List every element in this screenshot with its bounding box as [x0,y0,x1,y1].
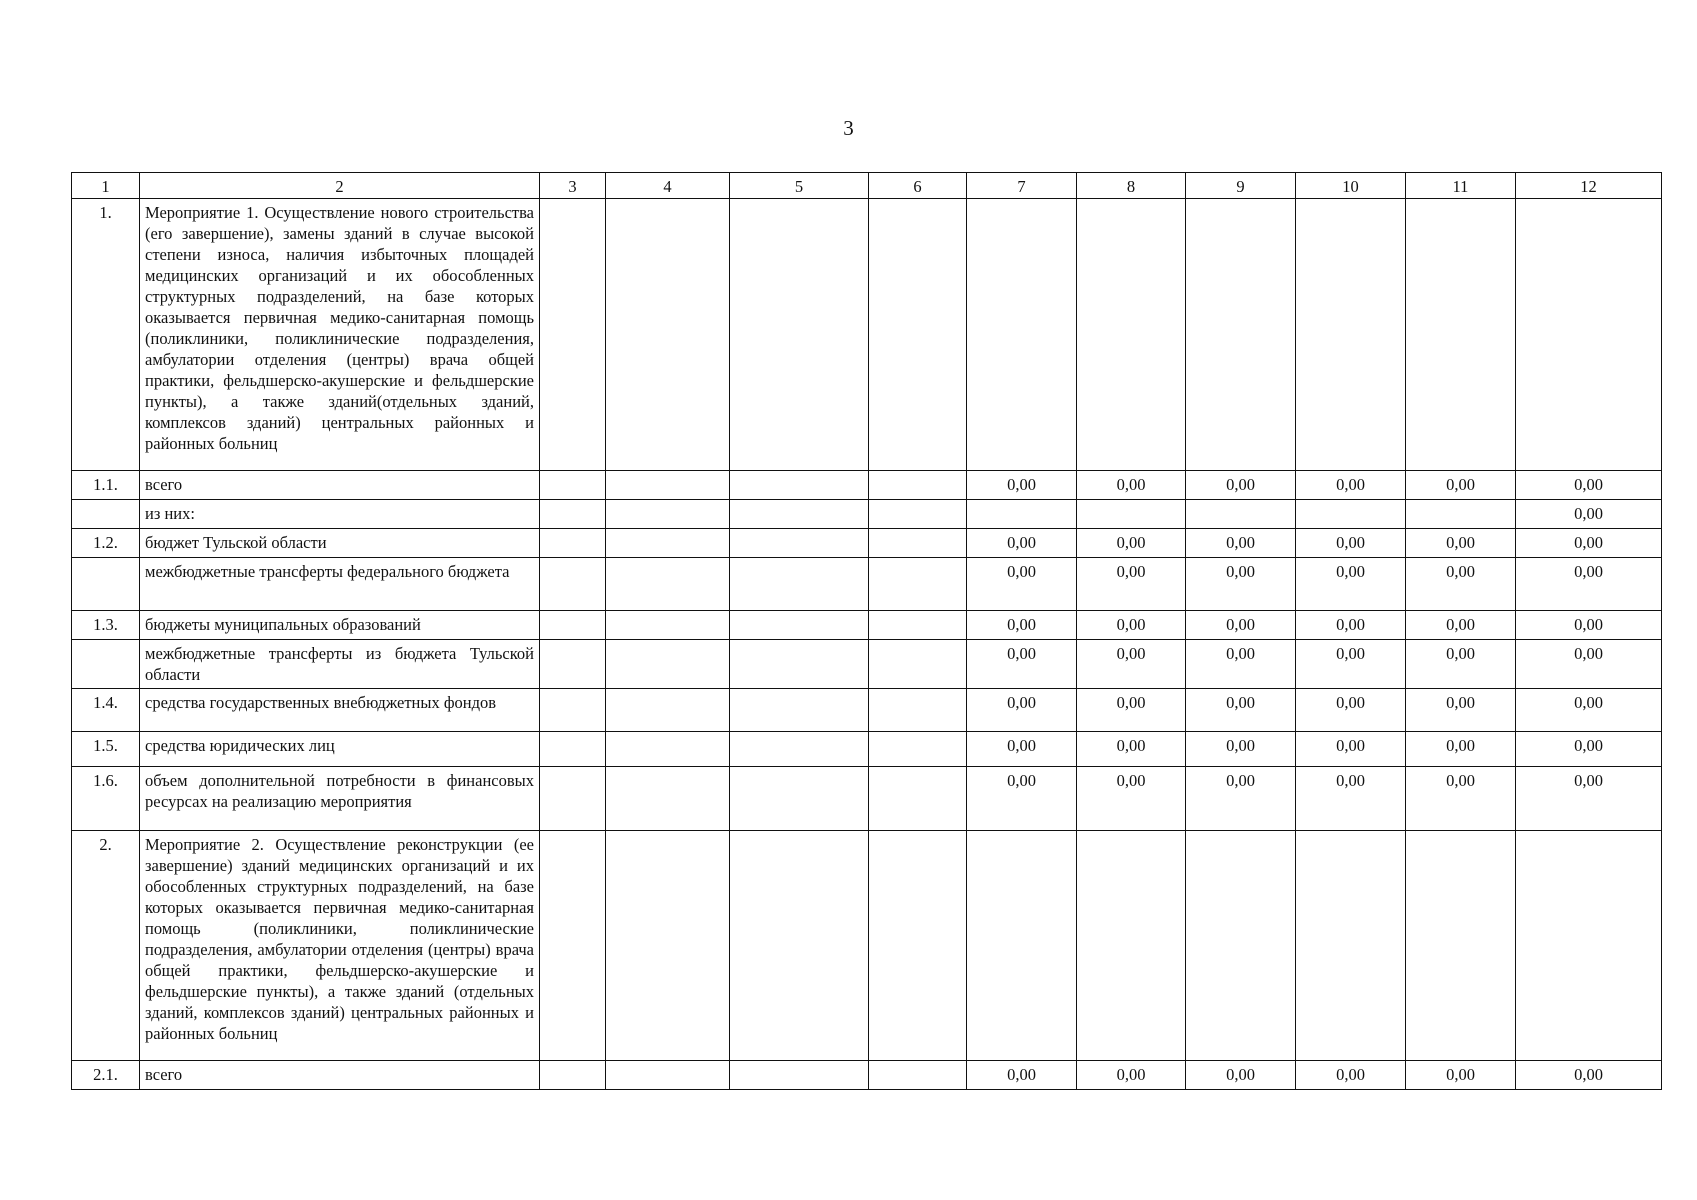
table-row [72,471,1662,500]
value-cell: 0,00 [1186,1061,1296,1090]
value-cell [540,558,606,611]
value-cell: 0,00 [1077,611,1186,640]
value-cell [869,199,967,471]
value-cell [869,732,967,767]
value-cell [606,558,730,611]
column-header: 6 [869,173,967,199]
value-cell [540,529,606,558]
value-cell: 0,00 [1077,732,1186,767]
value-cell [1406,831,1516,1061]
value-cell [869,500,967,529]
value-cell: 0,00 [1516,640,1662,689]
value-cell [606,611,730,640]
value-cell: 0,00 [1516,500,1662,529]
header-row [72,173,1662,199]
value-cell [1406,199,1516,471]
value-cell [540,640,606,689]
value-cell [540,471,606,500]
row-description [140,1061,540,1090]
value-cell [967,500,1077,529]
value-cell: 0,00 [1516,471,1662,500]
value-cell [540,689,606,732]
table-row [72,689,1662,732]
value-cell [730,500,869,529]
value-cell: 0,00 [1296,689,1406,732]
value-cell [1077,500,1186,529]
value-cell: 0,00 [1296,611,1406,640]
value-cell [606,732,730,767]
value-cell: 0,00 [1186,471,1296,500]
column-header: 5 [730,173,869,199]
table-row [72,640,1662,689]
row-number: 1.3. [72,611,140,640]
value-cell: 0,00 [1406,689,1516,732]
value-cell [1516,831,1662,1061]
row-description-text: межбюджетные трансферты федерального бюджета [145,562,510,581]
row-number [72,558,140,611]
value-cell [1186,199,1296,471]
value-cell: 0,00 [967,732,1077,767]
row-number: 2.1. [72,1061,140,1090]
column-header: 2 [140,173,540,199]
value-cell [730,1061,869,1090]
value-cell [730,529,869,558]
value-cell [869,558,967,611]
value-cell: 0,00 [1516,611,1662,640]
value-cell [606,689,730,732]
row-description-text: Мероприятие 1. Осуществление нового строительства (его завершение), замены зданий в случае высокой степени износа, наличия избыточных площадей медицинских организаций и их обособленных структурных подразделений, на базе которых оказывается первичная медико-санитарная помощь (поликлиники, поликлинические подразделения, амбулатории отделения (центры) врача общей практики, фельдшерско-акушерские и фельдшерские пункты), а также зданий(отдельных зданий, комплексов зданий) центральных районных и районных больниц [145,203,534,453]
table-row [72,529,1662,558]
value-cell: 0,00 [1077,640,1186,689]
row-number [72,500,140,529]
row-number: 1. [72,199,140,471]
value-cell [540,767,606,831]
value-cell: 0,00 [1406,558,1516,611]
table-row [72,558,1662,611]
value-cell: 0,00 [1077,689,1186,732]
row-number: 1.5. [72,732,140,767]
row-description [140,640,540,689]
column-header: 9 [1186,173,1296,199]
value-cell [606,500,730,529]
column-header: 12 [1516,173,1662,199]
budget-table [71,172,1662,1090]
table-row [72,611,1662,640]
value-cell [967,831,1077,1061]
value-cell [730,689,869,732]
value-cell [540,732,606,767]
table-row [72,767,1662,831]
value-cell [606,1061,730,1090]
value-cell: 0,00 [1296,732,1406,767]
value-cell: 0,00 [1516,1061,1662,1090]
value-cell [1296,500,1406,529]
value-cell [730,767,869,831]
value-cell [540,199,606,471]
row-description-text: бюджеты муниципальных образований [145,615,421,634]
row-description [140,689,540,732]
value-cell [869,767,967,831]
row-description [140,529,540,558]
row-description [140,732,540,767]
row-number: 1.2. [72,529,140,558]
column-header: 11 [1406,173,1516,199]
row-number: 1.4. [72,689,140,732]
value-cell [540,611,606,640]
value-cell: 0,00 [1516,767,1662,831]
row-number: 1.1. [72,471,140,500]
row-description [140,767,540,831]
value-cell: 0,00 [967,471,1077,500]
value-cell [606,831,730,1061]
value-cell: 0,00 [967,689,1077,732]
value-cell [869,831,967,1061]
value-cell [540,500,606,529]
value-cell: 0,00 [1296,1061,1406,1090]
value-cell: 0,00 [1406,767,1516,831]
value-cell: 0,00 [1186,640,1296,689]
value-cell: 0,00 [1296,529,1406,558]
row-description-text: из них: [145,504,195,523]
value-cell [1186,500,1296,529]
value-cell: 0,00 [1516,529,1662,558]
row-description [140,500,540,529]
table-row [72,732,1662,767]
value-cell [606,529,730,558]
value-cell: 0,00 [1516,732,1662,767]
value-cell [869,1061,967,1090]
value-cell [869,689,967,732]
value-cell [606,640,730,689]
row-description-text: средства юридических лиц [145,736,335,755]
value-cell: 0,00 [1406,1061,1516,1090]
column-header: 3 [540,173,606,199]
value-cell: 0,00 [1077,558,1186,611]
row-description-text: средства государственных внебюджетных фондов [145,693,497,712]
row-description-text: объем дополнительной потребности в финансовых ресурсах на реализацию мероприятия [145,771,534,811]
value-cell: 0,00 [1296,640,1406,689]
row-description-text: межбюджетные трансферты из бюджета Тульской области [145,644,534,684]
value-cell [869,611,967,640]
value-cell [540,1061,606,1090]
value-cell [730,831,869,1061]
value-cell [1296,199,1406,471]
row-number: 1.6. [72,767,140,831]
column-header: 4 [606,173,730,199]
value-cell [967,199,1077,471]
value-cell: 0,00 [1406,732,1516,767]
value-cell: 0,00 [1406,611,1516,640]
row-number: 2. [72,831,140,1061]
value-cell [606,199,730,471]
value-cell [606,767,730,831]
row-description [140,831,540,1061]
value-cell: 0,00 [1186,611,1296,640]
value-cell [730,640,869,689]
value-cell [1186,831,1296,1061]
table-row [72,831,1662,1061]
value-cell: 0,00 [1186,529,1296,558]
value-cell: 0,00 [1296,471,1406,500]
row-description-text: бюджет Тульской области [145,533,327,552]
value-cell [730,558,869,611]
row-description [140,199,540,471]
value-cell [730,732,869,767]
table-row [72,1061,1662,1090]
row-description [140,471,540,500]
value-cell [1516,199,1662,471]
column-header: 1 [72,173,140,199]
row-description-text: Мероприятие 2. Осуществление реконструкции (ее завершение) зданий медицинских организаций и их обособленных структурных подразделений, на базе которых оказывается первичная медико-санитарная помощь (поликлиники, поликлинические подразделения, амбулатории отделения (центры) врача общей практики, фельдшерско-акушерские и фельдшерские пункты), а также зданий (отдельных зданий, комплексов зданий) центральных районных и районных больниц [145,835,534,1043]
value-cell [1077,199,1186,471]
value-cell: 0,00 [1406,640,1516,689]
value-cell [730,471,869,500]
value-cell [540,831,606,1061]
value-cell: 0,00 [967,1061,1077,1090]
value-cell [730,611,869,640]
table-row [72,199,1662,471]
value-cell [606,471,730,500]
value-cell: 0,00 [1516,558,1662,611]
value-cell: 0,00 [967,640,1077,689]
row-description [140,558,540,611]
value-cell [1406,500,1516,529]
value-cell: 0,00 [1186,689,1296,732]
table-row [72,500,1662,529]
value-cell [869,529,967,558]
row-number [72,640,140,689]
value-cell: 0,00 [967,767,1077,831]
value-cell: 0,00 [1516,689,1662,732]
column-header: 7 [967,173,1077,199]
value-cell: 0,00 [967,529,1077,558]
value-cell: 0,00 [1077,767,1186,831]
column-header: 8 [1077,173,1186,199]
value-cell: 0,00 [1296,767,1406,831]
value-cell [1296,831,1406,1061]
value-cell: 0,00 [1077,529,1186,558]
value-cell: 0,00 [1406,471,1516,500]
value-cell [730,199,869,471]
value-cell: 0,00 [1406,529,1516,558]
value-cell: 0,00 [967,611,1077,640]
value-cell [1077,831,1186,1061]
value-cell [869,471,967,500]
value-cell: 0,00 [1296,558,1406,611]
value-cell: 0,00 [967,558,1077,611]
value-cell: 0,00 [1077,1061,1186,1090]
row-description [140,611,540,640]
value-cell [869,640,967,689]
value-cell: 0,00 [1186,558,1296,611]
row-description-text: всего [145,1065,183,1084]
value-cell: 0,00 [1077,471,1186,500]
row-description-text: всего [145,475,183,494]
value-cell: 0,00 [1186,732,1296,767]
page-number: 3 [843,116,854,140]
column-header: 10 [1296,173,1406,199]
value-cell: 0,00 [1186,767,1296,831]
